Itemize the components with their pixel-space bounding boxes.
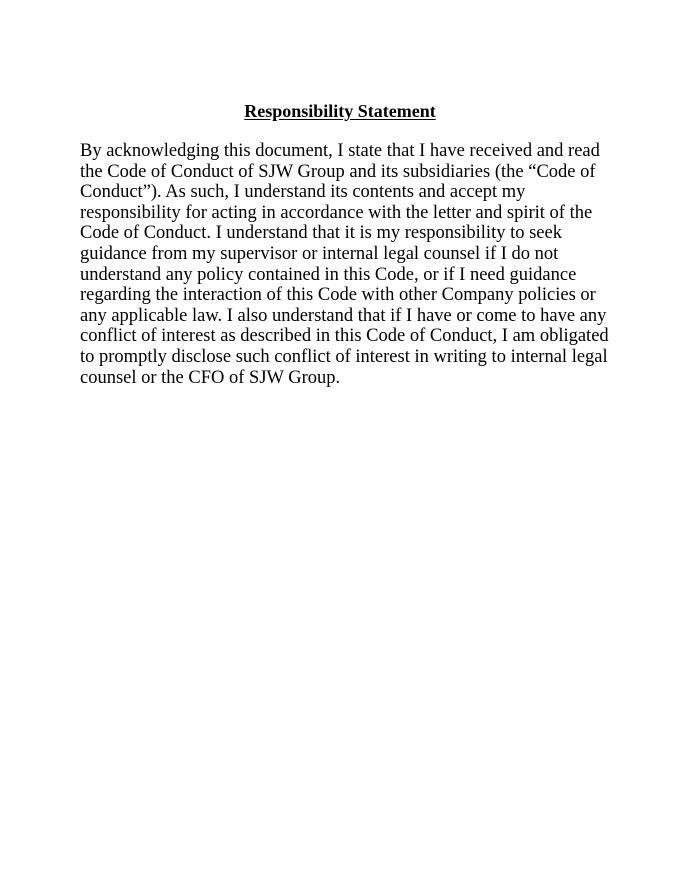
paragraph-line: regarding the interaction of this Code with other Company policies or (80, 285, 596, 306)
paragraph-line: guidance from my supervisor or internal legal counsel if I do not (80, 243, 559, 264)
paragraph-line: understand any policy contained in this Code, or if I need guidance (80, 264, 577, 285)
paragraph-line: conflict of interest as described in this Code of Conduct, I am obligated (80, 326, 609, 347)
document-title: Responsibility Statement (244, 101, 436, 121)
paragraph-line: counsel or the CFO of SJW Group. (80, 367, 341, 388)
paragraph-line: Code of Conduct. I understand that it is my responsibility to seek (80, 223, 562, 244)
paragraph-line: Conduct”). As such, I understand its contents and accept my (80, 182, 526, 203)
paragraph-line: any applicable law. I also understand that if I have or come to have any (80, 305, 607, 326)
paragraph-line: to promptly disclose such conflict of interest in writing to internal legal (80, 346, 608, 367)
paragraph-line: the Code of Conduct of SJW Group and its subsidiaries (the “Code of (80, 161, 596, 182)
responsibility-paragraph (80, 141, 609, 388)
paragraph-line: By acknowledging this document, I state that I have received and read (80, 141, 600, 161)
paragraph-line: responsibility for acting in accordance with the letter and spirit of the (80, 202, 593, 223)
